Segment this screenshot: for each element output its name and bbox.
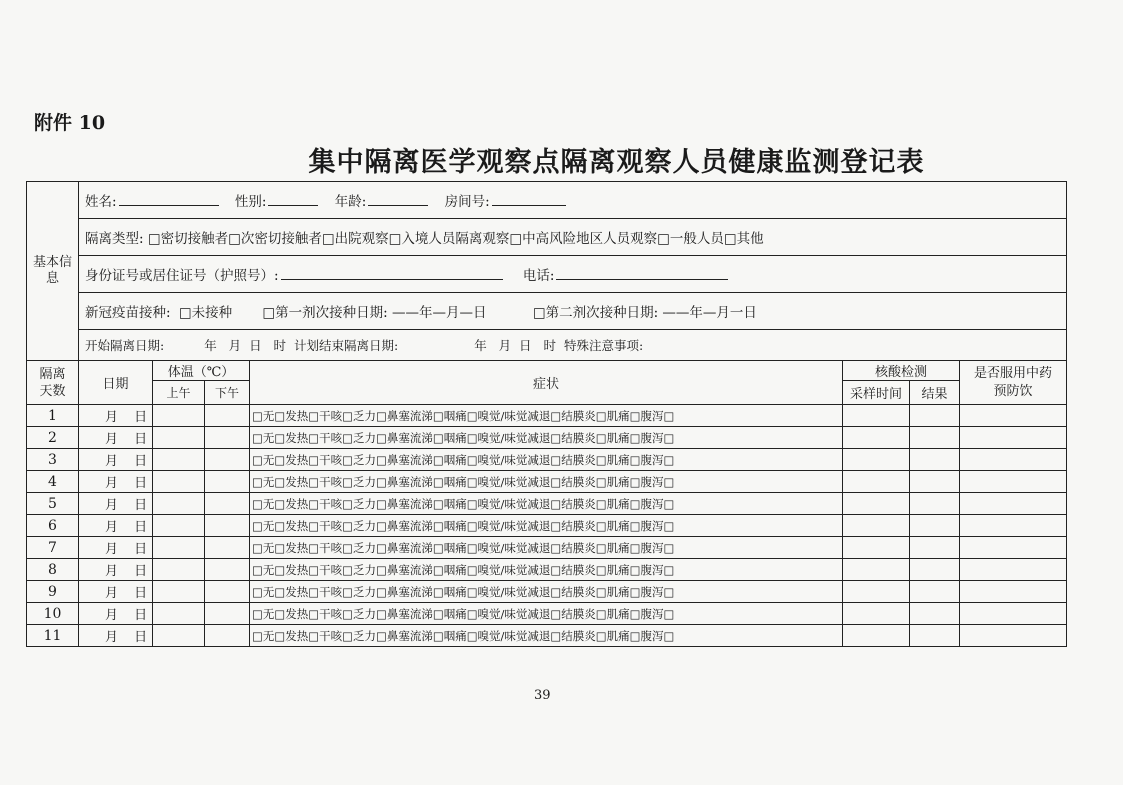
form-title: 集中隔离医学观察点隔离观察人员健康监测登记表 [308, 147, 925, 178]
table-row [27, 515, 1067, 537]
date-cell[interactable]: 月 日 [79, 405, 153, 427]
room-label: 房间号: [444, 194, 490, 210]
tcm-cell[interactable] [960, 405, 1067, 427]
am-temp-cell[interactable] [153, 427, 205, 449]
tcm-cell[interactable] [960, 537, 1067, 559]
symptoms-header: 症状 [250, 361, 843, 405]
vaccine-none-option[interactable]: □未接种 [178, 305, 233, 321]
table-row [27, 493, 1067, 515]
sample-time-header: 采样时间 [843, 381, 910, 405]
result-cell[interactable] [910, 515, 960, 537]
result-cell[interactable] [910, 493, 960, 515]
date-cell[interactable]: 月 日 [79, 625, 153, 647]
symptoms-cell[interactable]: □无□发热□干咳□乏力□鼻塞流涕□咽痛□嗅觉/味觉减退□结膜炎□肌痛□腹泻□ [250, 515, 843, 537]
table-row [27, 537, 1067, 559]
tcm-cell[interactable] [960, 493, 1067, 515]
day-number: 4 [27, 471, 79, 493]
tcm-header: 是否服用中药预防饮 [960, 361, 1067, 405]
symptoms-cell[interactable]: □无□发热□干咳□乏力□鼻塞流涕□咽痛□嗅觉/味觉减退□结膜炎□肌痛□腹泻□ [250, 537, 843, 559]
gender-label: 性别: [234, 194, 267, 210]
table-row [27, 625, 1067, 647]
table-row [27, 471, 1067, 493]
am-temp-cell[interactable] [153, 581, 205, 603]
end-date-label: 计划结束隔离日期: [293, 338, 399, 353]
phone-field[interactable] [556, 267, 728, 280]
date-cell[interactable]: 月 日 [79, 581, 153, 603]
pm-temp-cell[interactable] [205, 405, 250, 427]
symptoms-cell[interactable]: □无□发热□干咳□乏力□鼻塞流涕□咽痛□嗅觉/味觉减退□结膜炎□肌痛□腹泻□ [250, 559, 843, 581]
am-temp-cell[interactable] [153, 515, 205, 537]
tcm-cell[interactable] [960, 471, 1067, 493]
symptoms-cell[interactable]: □无□发热□干咳□乏力□鼻塞流涕□咽痛□嗅觉/味觉减退□结膜炎□肌痛□腹泻□ [250, 603, 843, 625]
pm-temp-cell[interactable] [205, 515, 250, 537]
sample-time-cell[interactable] [843, 405, 910, 427]
name-label: 姓名: [85, 194, 117, 210]
isolation-type-options[interactable]: □密切接触者□次密切接触者□出院观察□入境人员隔离观察□中高风险地区人员观察□一般人员□其他 [147, 231, 764, 247]
am-temp-cell[interactable] [153, 471, 205, 493]
am-temp-cell[interactable] [153, 449, 205, 471]
page-number: 39 [534, 688, 551, 703]
result-cell[interactable] [910, 559, 960, 581]
pm-temp-cell[interactable] [205, 625, 250, 647]
table-row [27, 581, 1067, 603]
tcm-cell[interactable] [960, 603, 1067, 625]
vaccine-second-option[interactable]: □第二剂次接种日期: ——年—月一日 [532, 305, 757, 321]
notes-label: 特殊注意事项: [563, 338, 644, 353]
result-header: 结果 [910, 381, 960, 405]
tcm-cell[interactable] [960, 449, 1067, 471]
sample-time-cell[interactable] [843, 603, 910, 625]
phone-label: 电话: [522, 268, 555, 284]
day-number: 3 [27, 449, 79, 471]
name-row [79, 182, 1067, 219]
pm-temp-cell[interactable] [205, 603, 250, 625]
temperature-header: 体温（℃） [153, 361, 250, 381]
symptoms-cell[interactable]: □无□发热□干咳□乏力□鼻塞流涕□咽痛□嗅觉/味觉减退□结膜炎□肌痛□腹泻□ [250, 581, 843, 603]
date-cell[interactable]: 月 日 [79, 427, 153, 449]
pm-temp-cell[interactable] [205, 581, 250, 603]
table-row [27, 405, 1067, 427]
table-row [27, 449, 1067, 471]
table-row [27, 427, 1067, 449]
am-temp-cell[interactable] [153, 493, 205, 515]
sample-time-cell[interactable] [843, 537, 910, 559]
id-label: 身份证号或居住证号（护照号）: [85, 268, 279, 284]
day-number: 8 [27, 559, 79, 581]
sample-time-cell[interactable] [843, 493, 910, 515]
tcm-cell[interactable] [960, 625, 1067, 647]
date-cell[interactable]: 月 日 [79, 603, 153, 625]
day-number: 11 [27, 625, 79, 647]
result-cell[interactable] [910, 449, 960, 471]
am-temp-cell[interactable] [153, 537, 205, 559]
basic-info-label: 基本信息 [27, 182, 79, 361]
pm-header: 下午 [205, 381, 250, 405]
table-row [27, 559, 1067, 581]
isolation-type-label: 隔离类型: [85, 231, 144, 247]
day-number: 5 [27, 493, 79, 515]
symptoms-cell[interactable]: □无□发热□干咳□乏力□鼻塞流涕□咽痛□嗅觉/味觉减退□结膜炎□肌痛□腹泻□ [250, 449, 843, 471]
sample-time-cell[interactable] [843, 427, 910, 449]
tcm-cell[interactable] [960, 559, 1067, 581]
sample-time-cell[interactable] [843, 471, 910, 493]
result-cell[interactable] [910, 603, 960, 625]
am-temp-cell[interactable] [153, 405, 205, 427]
date-header: 日期 [79, 361, 153, 405]
sample-time-cell[interactable] [843, 515, 910, 537]
room-field[interactable] [492, 193, 566, 206]
attachment-label: 附件 10 [34, 112, 106, 134]
sample-time-cell[interactable] [843, 625, 910, 647]
am-header: 上午 [153, 381, 205, 405]
start-date-field[interactable]: 年 月 日 时 [204, 338, 286, 353]
result-cell[interactable] [910, 427, 960, 449]
vaccine-first-option[interactable]: □第一剂次接种日期: ——年—月—日 [262, 305, 487, 321]
vaccine-label: 新冠疫苗接种: [85, 305, 171, 321]
date-cell[interactable]: 月 日 [79, 559, 153, 581]
result-cell[interactable] [910, 581, 960, 603]
pm-temp-cell[interactable] [205, 559, 250, 581]
sample-time-cell[interactable] [843, 581, 910, 603]
pm-temp-cell[interactable] [205, 493, 250, 515]
pm-temp-cell[interactable] [205, 427, 250, 449]
pm-temp-cell[interactable] [205, 537, 250, 559]
result-cell[interactable] [910, 537, 960, 559]
id-field[interactable] [281, 267, 503, 280]
symptoms-cell[interactable]: □无□发热□干咳□乏力□鼻塞流涕□咽痛□嗅觉/味觉减退□结膜炎□肌痛□腹泻□ [250, 405, 843, 427]
date-cell[interactable]: 月 日 [79, 515, 153, 537]
gender-field[interactable] [268, 193, 318, 206]
result-cell[interactable] [910, 405, 960, 427]
pm-temp-cell[interactable] [205, 449, 250, 471]
id-row [79, 256, 1067, 293]
tcm-cell[interactable] [960, 427, 1067, 449]
day-number: 7 [27, 537, 79, 559]
age-field[interactable] [368, 193, 428, 206]
day-number: 2 [27, 427, 79, 449]
end-date-field[interactable]: 年 月 日 时 [474, 338, 556, 353]
symptoms-cell[interactable]: □无□发热□干咳□乏力□鼻塞流涕□咽痛□嗅觉/味觉减退□结膜炎□肌痛□腹泻□ [250, 625, 843, 647]
day-number: 9 [27, 581, 79, 603]
day-number: 6 [27, 515, 79, 537]
start-date-label: 开始隔离日期: [85, 338, 165, 353]
am-temp-cell[interactable] [153, 559, 205, 581]
result-cell[interactable] [910, 471, 960, 493]
symptoms-cell[interactable]: □无□发热□干咳□乏力□鼻塞流涕□咽痛□嗅觉/味觉减退□结膜炎□肌痛□腹泻□ [250, 471, 843, 493]
symptoms-cell[interactable]: □无□发热□干咳□乏力□鼻塞流涕□咽痛□嗅觉/味觉减退□结膜炎□肌痛□腹泻□ [250, 427, 843, 449]
vaccine-row [79, 293, 1067, 330]
table-row [27, 603, 1067, 625]
symptoms-cell[interactable]: □无□发热□干咳□乏力□鼻塞流涕□咽痛□嗅觉/味觉减退□结膜炎□肌痛□腹泻□ [250, 493, 843, 515]
age-label: 年龄: [334, 194, 367, 210]
day-number: 10 [27, 603, 79, 625]
am-temp-cell[interactable] [153, 603, 205, 625]
date-cell[interactable]: 月 日 [79, 449, 153, 471]
date-cell[interactable]: 月 日 [79, 537, 153, 559]
pm-temp-cell[interactable] [205, 471, 250, 493]
sample-time-cell[interactable] [843, 559, 910, 581]
day-number: 1 [27, 405, 79, 427]
health-monitoring-table [26, 181, 1067, 647]
sample-time-cell[interactable] [843, 449, 910, 471]
days-header: 隔离天数 [27, 361, 79, 405]
name-field[interactable] [119, 193, 219, 206]
result-cell[interactable] [910, 625, 960, 647]
isolation-date-row [79, 330, 1067, 361]
nucleic-test-header: 核酸检测 [843, 361, 960, 381]
tcm-cell[interactable] [960, 581, 1067, 603]
isolation-type-row [79, 219, 1067, 256]
date-cell[interactable]: 月 日 [79, 493, 153, 515]
tcm-cell[interactable] [960, 515, 1067, 537]
am-temp-cell[interactable] [153, 625, 205, 647]
date-cell[interactable]: 月 日 [79, 471, 153, 493]
